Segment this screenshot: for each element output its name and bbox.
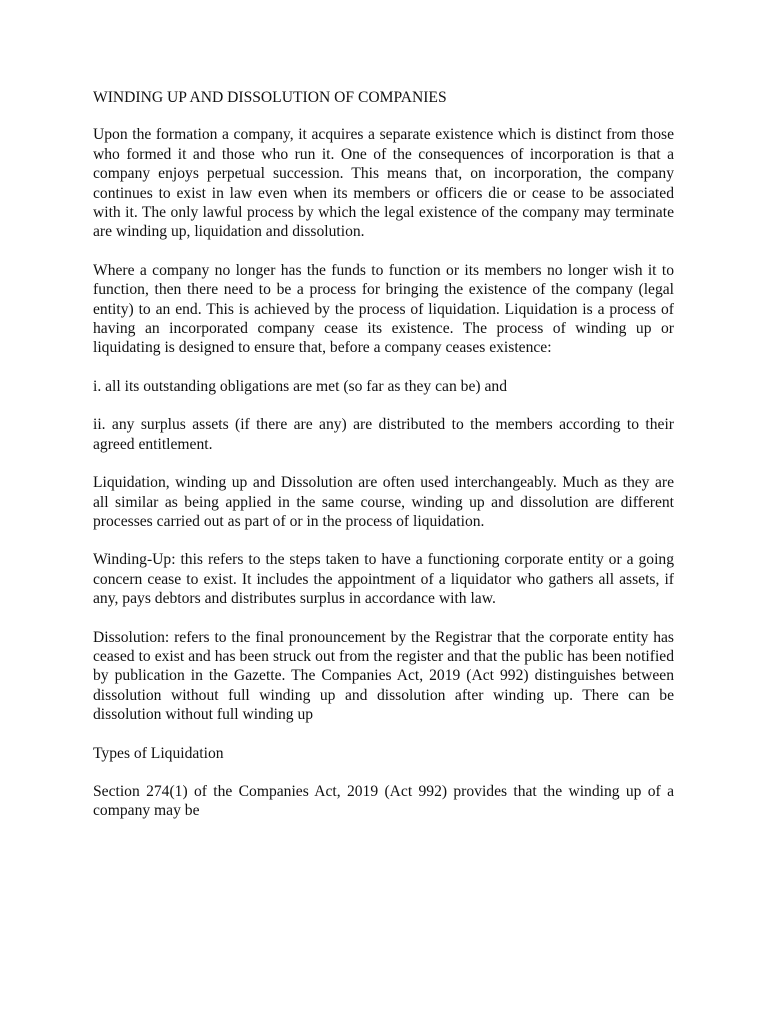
paragraph-winding-up-definition: Winding-Up: this refers to the steps taken to have a functioning corporate entity or a going concern cease to exist. It includes the appointment of a liquidator who gathers all assets, if any, pays debtors and distributes surplus in accordance with law. [93, 551, 674, 608]
list-item-surplus-assets: ii. any surplus assets (if there are any) are distributed to the members according to their agreed entitlement. [93, 416, 674, 453]
section-heading-types-of-liquidation: Types of Liquidation [93, 744, 224, 762]
document-body [93, 88, 674, 840]
paragraph-terms-comparison: Liquidation, winding up and Dissolution are often used interchangeably. Much as they are all similar as being applied in the same course, winding up and dissolution are different processes carried out as part of or in the process of liquidation. [93, 474, 674, 530]
list-item-obligations: i. all its outstanding obligations are met (so far as they can be) and [93, 377, 507, 395]
paragraph-section-274: Section 274(1) of the Companies Act, 2019 (Act 992) provides that the winding up of a company may be [93, 782, 674, 820]
paragraph-intro: Upon the formation a company, it acquires a separate existence which is distinct from those who formed it and those who run it. One of the consequences of incorporation is that a company enjoys perpetual succession. This means that, on incorporation, the company continues to exist in law even when its members or officers die or cease to be associated with it. The only lawful process by which the legal existence of the company may terminate are winding up, liquidation and dissolution. [93, 126, 674, 241]
paragraph-liquidation-purpose: Where a company no longer has the funds to function or its members no longer wish it to function, then there need to be a process for bringing the existence of the company (legal entity) to an end. This is achieved by the process of liquidation. Liquidation is a process of having an incorporated company cease its existence. The process of winding up or liquidating is designed to ensure that, before a company ceases existence: [93, 261, 674, 357]
paragraph-dissolution-definition: Dissolution: refers to the final pronouncement by the Registrar that the corporate entity has ceased to exist and has been struck out from the register and that the public has been notified by publication in the Gazette. The Companies Act, 2019 (Act 992) distinguishes between dissolution without full winding up and dissolution after winding up. There can be dissolution without full winding up [93, 628, 674, 724]
document-title: WINDING UP AND DISSOLUTION OF COMPANIES [93, 89, 447, 106]
